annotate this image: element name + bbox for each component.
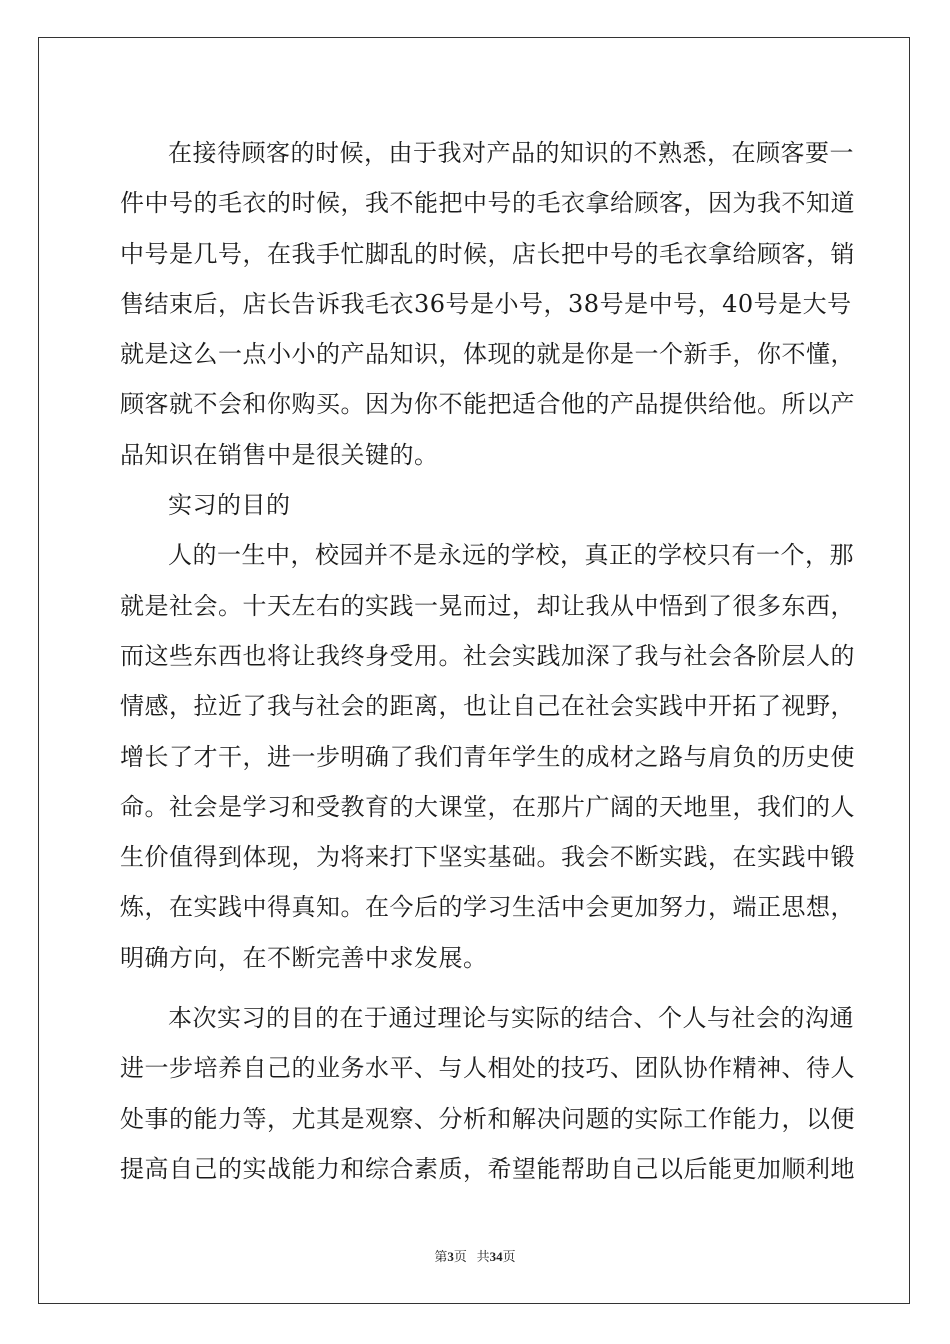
text-line: 就是社会。十天左右的实践一晃而过，却让我从中悟到了很多东西， (120, 591, 855, 620)
text-line: 明确方向，在不断完善中求发展。 (120, 943, 488, 972)
text-line: 炼，在实践中得真知。在今后的学习生活中会更加努力，端正思想， (120, 893, 855, 922)
document-body (120, 128, 855, 1194)
footer-total-prefix: 共 (476, 1249, 490, 1264)
text-line: 生价值得到体现，为将来打下坚实基础。我会不断实践，在实践中锻 (120, 843, 855, 872)
text-line: 本次实习的目的在于通过理论与实际的结合、个人与社会的沟通 (168, 1004, 854, 1033)
footer-page-number: 3 (447, 1249, 454, 1264)
text-line: 在接待顾客的时候，由于我对产品的知识的不熟悉，在顾客要一 (168, 139, 854, 167)
footer-total-suffix: 页 (502, 1249, 516, 1264)
footer-page-mid: 页 (453, 1249, 467, 1264)
text-line: 就是这么一点小小的产品知识，体现的就是你是一个新手，你不懂， (120, 340, 855, 369)
text-line: 售结束后，店长告诉我毛衣36号是小号，38号是中号，40号是大号 (120, 289, 852, 318)
footer-total-pages: 34 (489, 1249, 503, 1264)
section-heading: 实习的目的 (168, 491, 291, 520)
text-line: 中号是几号，在我手忙脚乱的时候，店长把中号的毛衣拿给顾客，销 (120, 239, 855, 268)
text-line: 顾客就不会和你购买。因为你不能把适合他的产品提供给他。所以产 (120, 390, 855, 419)
text-line: 增长了才干，进一步明确了我们青年学生的成材之路与肩负的历史使 (120, 742, 855, 771)
text-line: 人的一生中，校园并不是永远的学校，真正的学校只有一个，那 (168, 541, 854, 570)
page-footer (0, 1246, 950, 1265)
text-line: 命。社会是学习和受教育的大课堂，在那片广阔的天地里，我们的人 (120, 792, 855, 821)
text-line: 品知识在销售中是很关键的。 (120, 440, 439, 469)
text-line: 件中号的毛衣的时候，我不能把中号的毛衣拿给顾客，因为我不知道 (120, 189, 855, 218)
text-line: 提高自己的实战能力和综合素质，希望能帮助自己以后能更加顺利地 (120, 1154, 855, 1183)
footer-page-prefix: 第 (434, 1249, 448, 1264)
text-line: 处事的能力等，尤其是观察、分析和解决问题的实际工作能力，以便 (120, 1104, 855, 1133)
text-line: 进一步培养自己的业务水平、与人相处的技巧、团队协作精神、待人 (120, 1054, 855, 1083)
text-line: 而这些东西也将让我终身受用。社会实践加深了我与社会各阶层人的 (120, 641, 855, 670)
text-line: 情感，拉近了我与社会的距离，也让自己在社会实践中开拓了视野， (120, 692, 855, 721)
